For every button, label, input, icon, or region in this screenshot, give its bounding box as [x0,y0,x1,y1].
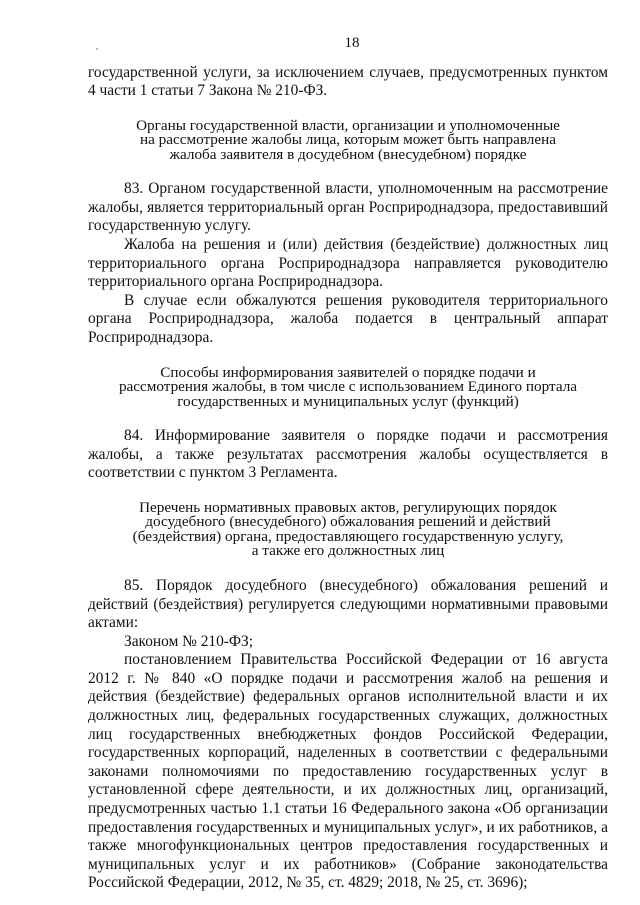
heading-line: а также его должностных лиц [251,542,445,560]
heading-line: Органы государственной власти, организации и уполномоченные [136,116,560,134]
heading-line: Перечень нормативных правовых актов, регулирующих порядок [139,498,557,516]
heading-line: жалоба заявителя в досудебном (внесудебном) порядке [169,145,527,163]
section-heading-complaint-bodies [88,116,608,163]
heading-line: (бездействия) органа, предоставляющего государственную услугу, [132,527,564,545]
heading-line: государственных и муниципальных услуг (функций) [177,392,519,410]
paragraph-83-complaint-officials: Жалоба на решения и (или) действия (бездействие) должностных лиц территориального органа Росприроднадзора направляется руководителю территориального органа Росприроднадзора. [88,236,608,291]
heading-line: Способы информирования заявителей о порядке подачи и [160,363,536,381]
section-heading-information-methods [88,363,608,410]
page-number: 18 [344,35,360,51]
paragraph-83-complaint-head: В случае если обжалуются решения руководителя территориального органа Росприроднадзора, жалоба подается в центральный аппарат Росприроднадзора. [88,291,608,347]
document-page [88,34,608,893]
heading-line: рассмотрения жалобы, в том числе с использованием Единого портала [118,378,578,396]
paragraph-85: 85. Порядок досудебного (внесудебного) обжалования решений и действий (бездействия) регулируется следующими нормативными правовыми актами: [88,576,608,632]
paragraph-85-resolution-840: постановлением Правительства Российской Федерации от 16 августа 2012 г. № 840 «О порядке подачи и рассмотрения жалоб на решения и действия (бездействие) федеральных органов исполнительной власти и их должностных лиц, федеральных государственных служащих, должностных лиц государственных внебюджетных фондов Российской Федерации, государственных корпораций, наделенных в соответствии с федеральными законами полномочиями по предоставлению государственных услуг в установленной сфере деятельности, и их должностных лиц, организаций, предусмотренных частью 1.1 статьи 16 Федерального закона «Об организации предоставления государственных и муниципальных услуг», и их работников, а также многофункциональных центров предоставления государственных и муниципальных услуг и их работников» (Собрание законодательства Российской Федерации, 2012, № 35, ст. 4829; 2018, № 25, ст. 3696); [88,651,608,892]
paragraph-84: 84. Информирование заявителя о порядке подачи и рассмотрения жалобы, а также результатах рассмотрения жалобы осуществляется в соответствии с пунктом 3 Регламента. [88,427,608,482]
intro-paragraph: государственной услуги, за исключением случаев, предусмотренных пунктом 4 части 1 статьи 7 Закона № 210-ФЗ. [88,63,608,100]
section-heading-legal-acts [88,498,608,560]
heading-line: на рассмотрение жалобы лица, которым может быть направлена [140,131,556,149]
paragraph-83: 83. Органом государственной власти, уполномоченным на рассмотрение жалобы, является территориальный орган Росприроднадзора, предоставивший государственную услугу. [88,180,608,235]
paragraph-85-law-210: Законом № 210-ФЗ; [124,632,254,650]
heading-line: досудебного (внесудебного) обжалования решений и действий [145,513,551,531]
